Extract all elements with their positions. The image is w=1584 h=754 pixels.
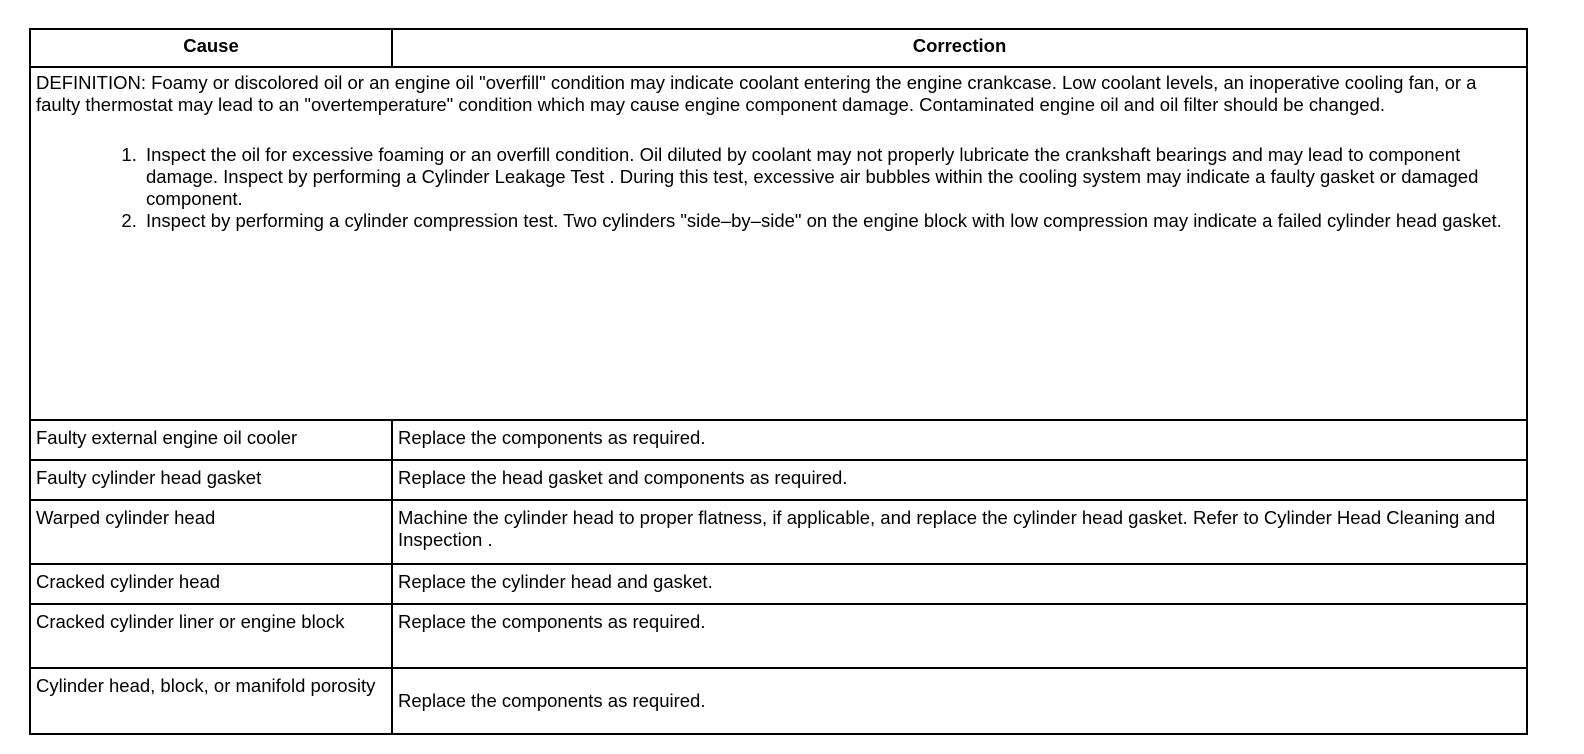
cause-cell: Cracked cylinder liner or engine block	[30, 604, 392, 668]
table-row	[30, 460, 1527, 500]
table-row	[30, 668, 1527, 734]
cause-cell: Faulty cylinder head gasket	[30, 460, 392, 500]
cause-cell: Faulty external engine oil cooler	[30, 420, 392, 460]
definition-row	[30, 67, 1527, 420]
table-row	[30, 420, 1527, 460]
correction-cell: Replace the head gasket and components as required.	[392, 460, 1527, 500]
cause-cell: Cracked cylinder head	[30, 564, 392, 604]
correction-cell: Replace the components as required.	[392, 604, 1527, 668]
table-row	[30, 604, 1527, 668]
header-cause: Cause	[30, 29, 392, 67]
correction-cell: Machine the cylinder head to proper flatness, if applicable, and replace the cylinder head gasket. Refer to Cylinder Head Cleaning and Inspection .	[392, 500, 1527, 564]
diagnostic-table	[29, 28, 1528, 735]
table-row	[30, 500, 1527, 564]
correction-cell: Replace the cylinder head and gasket.	[392, 564, 1527, 604]
correction-cell: Replace the components as required.	[392, 668, 1527, 734]
table-header-row	[30, 29, 1527, 67]
table-row	[30, 564, 1527, 604]
correction-cell: Replace the components as required.	[392, 420, 1527, 460]
cause-cell: Cylinder head, block, or manifold porosity	[30, 668, 392, 734]
diagnostic-steps-list	[36, 144, 1522, 232]
definition-text: DEFINITION: Foamy or discolored oil or an engine oil "overfill" condition may indicate coolant entering the engine crankcase. Low coolant levels, an inoperative cooling fan, or a faulty thermostat may lead to an "overtemperature" condition which may cause engine component damage. Contaminated engine oil and oil filter should be changed.	[36, 72, 1477, 115]
definition-cell	[30, 67, 1527, 420]
diagnostic-step: 2. Inspect by performing a cylinder compression test. Two cylinders "side–by–side" on the engine block with low compression may indicate a failed cylinder head gasket.	[142, 210, 1522, 232]
cause-cell: Warped cylinder head	[30, 500, 392, 564]
header-correction: Correction	[392, 29, 1527, 67]
diagnostic-step: 1. Inspect the oil for excessive foaming or an overfill condition. Oil diluted by coolant may not properly lubricate the crankshaft bearings and may lead to component damage. Inspect by performing a Cylinder Leakage Test . During this test, excessive air bubbles within the cooling system may indicate a faulty gasket or damaged component.	[142, 144, 1522, 210]
